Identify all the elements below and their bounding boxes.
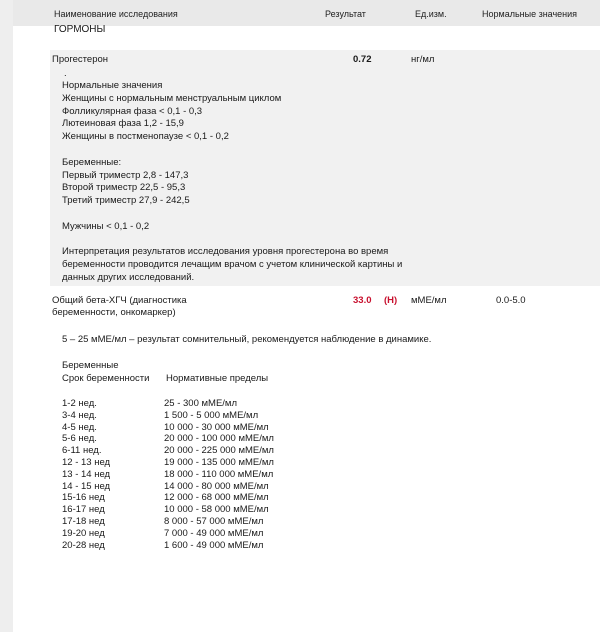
hcg-name-line2: беременности, онкомаркер) (52, 307, 176, 318)
header-norm: Нормальные значения (482, 9, 578, 19)
range-cell: 1 600 - 49 000 мМЕ/мл (164, 539, 264, 551)
hcg-col-term: Срок беременности (62, 373, 150, 384)
note-line: Лютеиновая фаза 1,2 - 15,9 (62, 118, 184, 130)
note-line (62, 234, 402, 247)
hcg-unit: мМЕ/мл (411, 295, 447, 306)
range-cell: 19 000 - 135 000 мМЕ/мл (164, 456, 274, 468)
progesterone-name: Прогестерон (52, 54, 109, 65)
term-cell: 5-6 нед. (62, 433, 97, 445)
note-line: Мужчины < 0,1 - 0,2 (62, 220, 150, 232)
term-cell: 3-4 нед. (62, 409, 97, 421)
term-cell: 16-17 нед (62, 504, 105, 516)
progesterone-dot: . (64, 68, 67, 79)
note-line (62, 144, 402, 157)
table-row (62, 433, 274, 445)
table-row (62, 492, 274, 504)
range-cell: 20 000 - 100 000 мМЕ/мл (164, 433, 274, 445)
header-result: Результат (325, 9, 366, 19)
hcg-pregnant-title: Беременные (62, 360, 119, 371)
range-cell: 12 000 - 68 000 мМЕ/мл (164, 492, 269, 504)
table-row (62, 481, 274, 493)
term-cell: 13 - 14 нед (62, 468, 111, 480)
section-title: ГОРМОНЫ (54, 24, 106, 35)
term-cell: 14 - 15 нед (62, 480, 111, 492)
note-line (62, 208, 402, 221)
range-cell: 8 000 - 57 000 мМЕ/мл (164, 515, 264, 527)
term-cell: 1-2 нед. (62, 398, 97, 409)
term-cell: 19-20 нед (62, 527, 105, 539)
range-cell: 25 - 300 мМЕ/мл (164, 398, 237, 409)
table-row (62, 469, 274, 481)
range-cell: 18 000 - 110 000 мМЕ/мл (164, 468, 274, 480)
note-line: Интерпретация результатов исследования уровня прогестерона во время (62, 246, 389, 258)
note-line: Третий триместр 27,9 - 242,5 (62, 195, 190, 207)
note-line: Женщины в постменопаузе < 0,1 - 0,2 (62, 131, 229, 143)
header-name: Наименование исследования (54, 9, 178, 19)
note-line: Фолликулярная фаза < 0,1 - 0,3 (62, 105, 203, 117)
note-line: беременности проводится лечащим врачом с учетом клинической картины и (62, 259, 403, 271)
table-row (62, 457, 274, 469)
term-cell: 20-28 нед (62, 539, 105, 551)
hcg-col-limits: Нормативные пределы (166, 373, 269, 384)
progesterone-notes (62, 80, 402, 285)
note-line: Второй триместр 22,5 - 95,3 (62, 182, 186, 194)
note-line: Женщины с нормальным менструальным циклом (62, 92, 282, 104)
note-line: данных других исследований. (62, 271, 195, 283)
table-row (62, 422, 274, 434)
note-line: Первый триместр 2,8 - 147,3 (62, 169, 189, 181)
range-cell: 1 500 - 5 000 мМЕ/мл (164, 409, 259, 421)
term-cell: 17-18 нед (62, 515, 105, 527)
table-row (62, 398, 274, 410)
table-row (62, 504, 274, 516)
note-line: Нормальные значения (62, 80, 163, 91)
range-cell: 10 000 - 30 000 мМЕ/мл (164, 421, 269, 433)
table-row (62, 516, 274, 528)
hcg-comment: 5 – 25 мМЕ/мл – результат сомнительный, рекомендуется наблюдение в динамике. (62, 334, 432, 345)
hcg-norm-table (62, 398, 274, 551)
term-cell: 4-5 нед. (62, 421, 97, 433)
hcg-flag: (H) (384, 295, 398, 306)
hcg-result: 33.0 (353, 295, 372, 306)
range-cell: 10 000 - 58 000 мМЕ/мл (164, 504, 269, 516)
range-cell: 7 000 - 49 000 мМЕ/мл (164, 527, 264, 539)
hcg-name-line1: Общий бета-ХГЧ (диагностика (52, 295, 187, 306)
header-unit: Ед.изм. (415, 9, 447, 19)
range-cell: 14 000 - 80 000 мМЕ/мл (164, 480, 269, 492)
table-row (62, 540, 274, 552)
table-row (62, 528, 274, 540)
term-cell: 6-11 нед. (62, 445, 102, 457)
hcg-norm: 0.0-5.0 (496, 295, 526, 306)
note-line: Беременные: (62, 156, 122, 168)
range-cell: 20 000 - 225 000 мМЕ/мл (164, 445, 274, 457)
progesterone-result: 0.72 (353, 54, 372, 65)
progesterone-unit: нг/мл (411, 54, 435, 65)
table-row (62, 410, 274, 422)
term-cell: 12 - 13 нед (62, 456, 111, 468)
table-row (62, 445, 274, 457)
term-cell: 15-16 нед (62, 492, 105, 504)
